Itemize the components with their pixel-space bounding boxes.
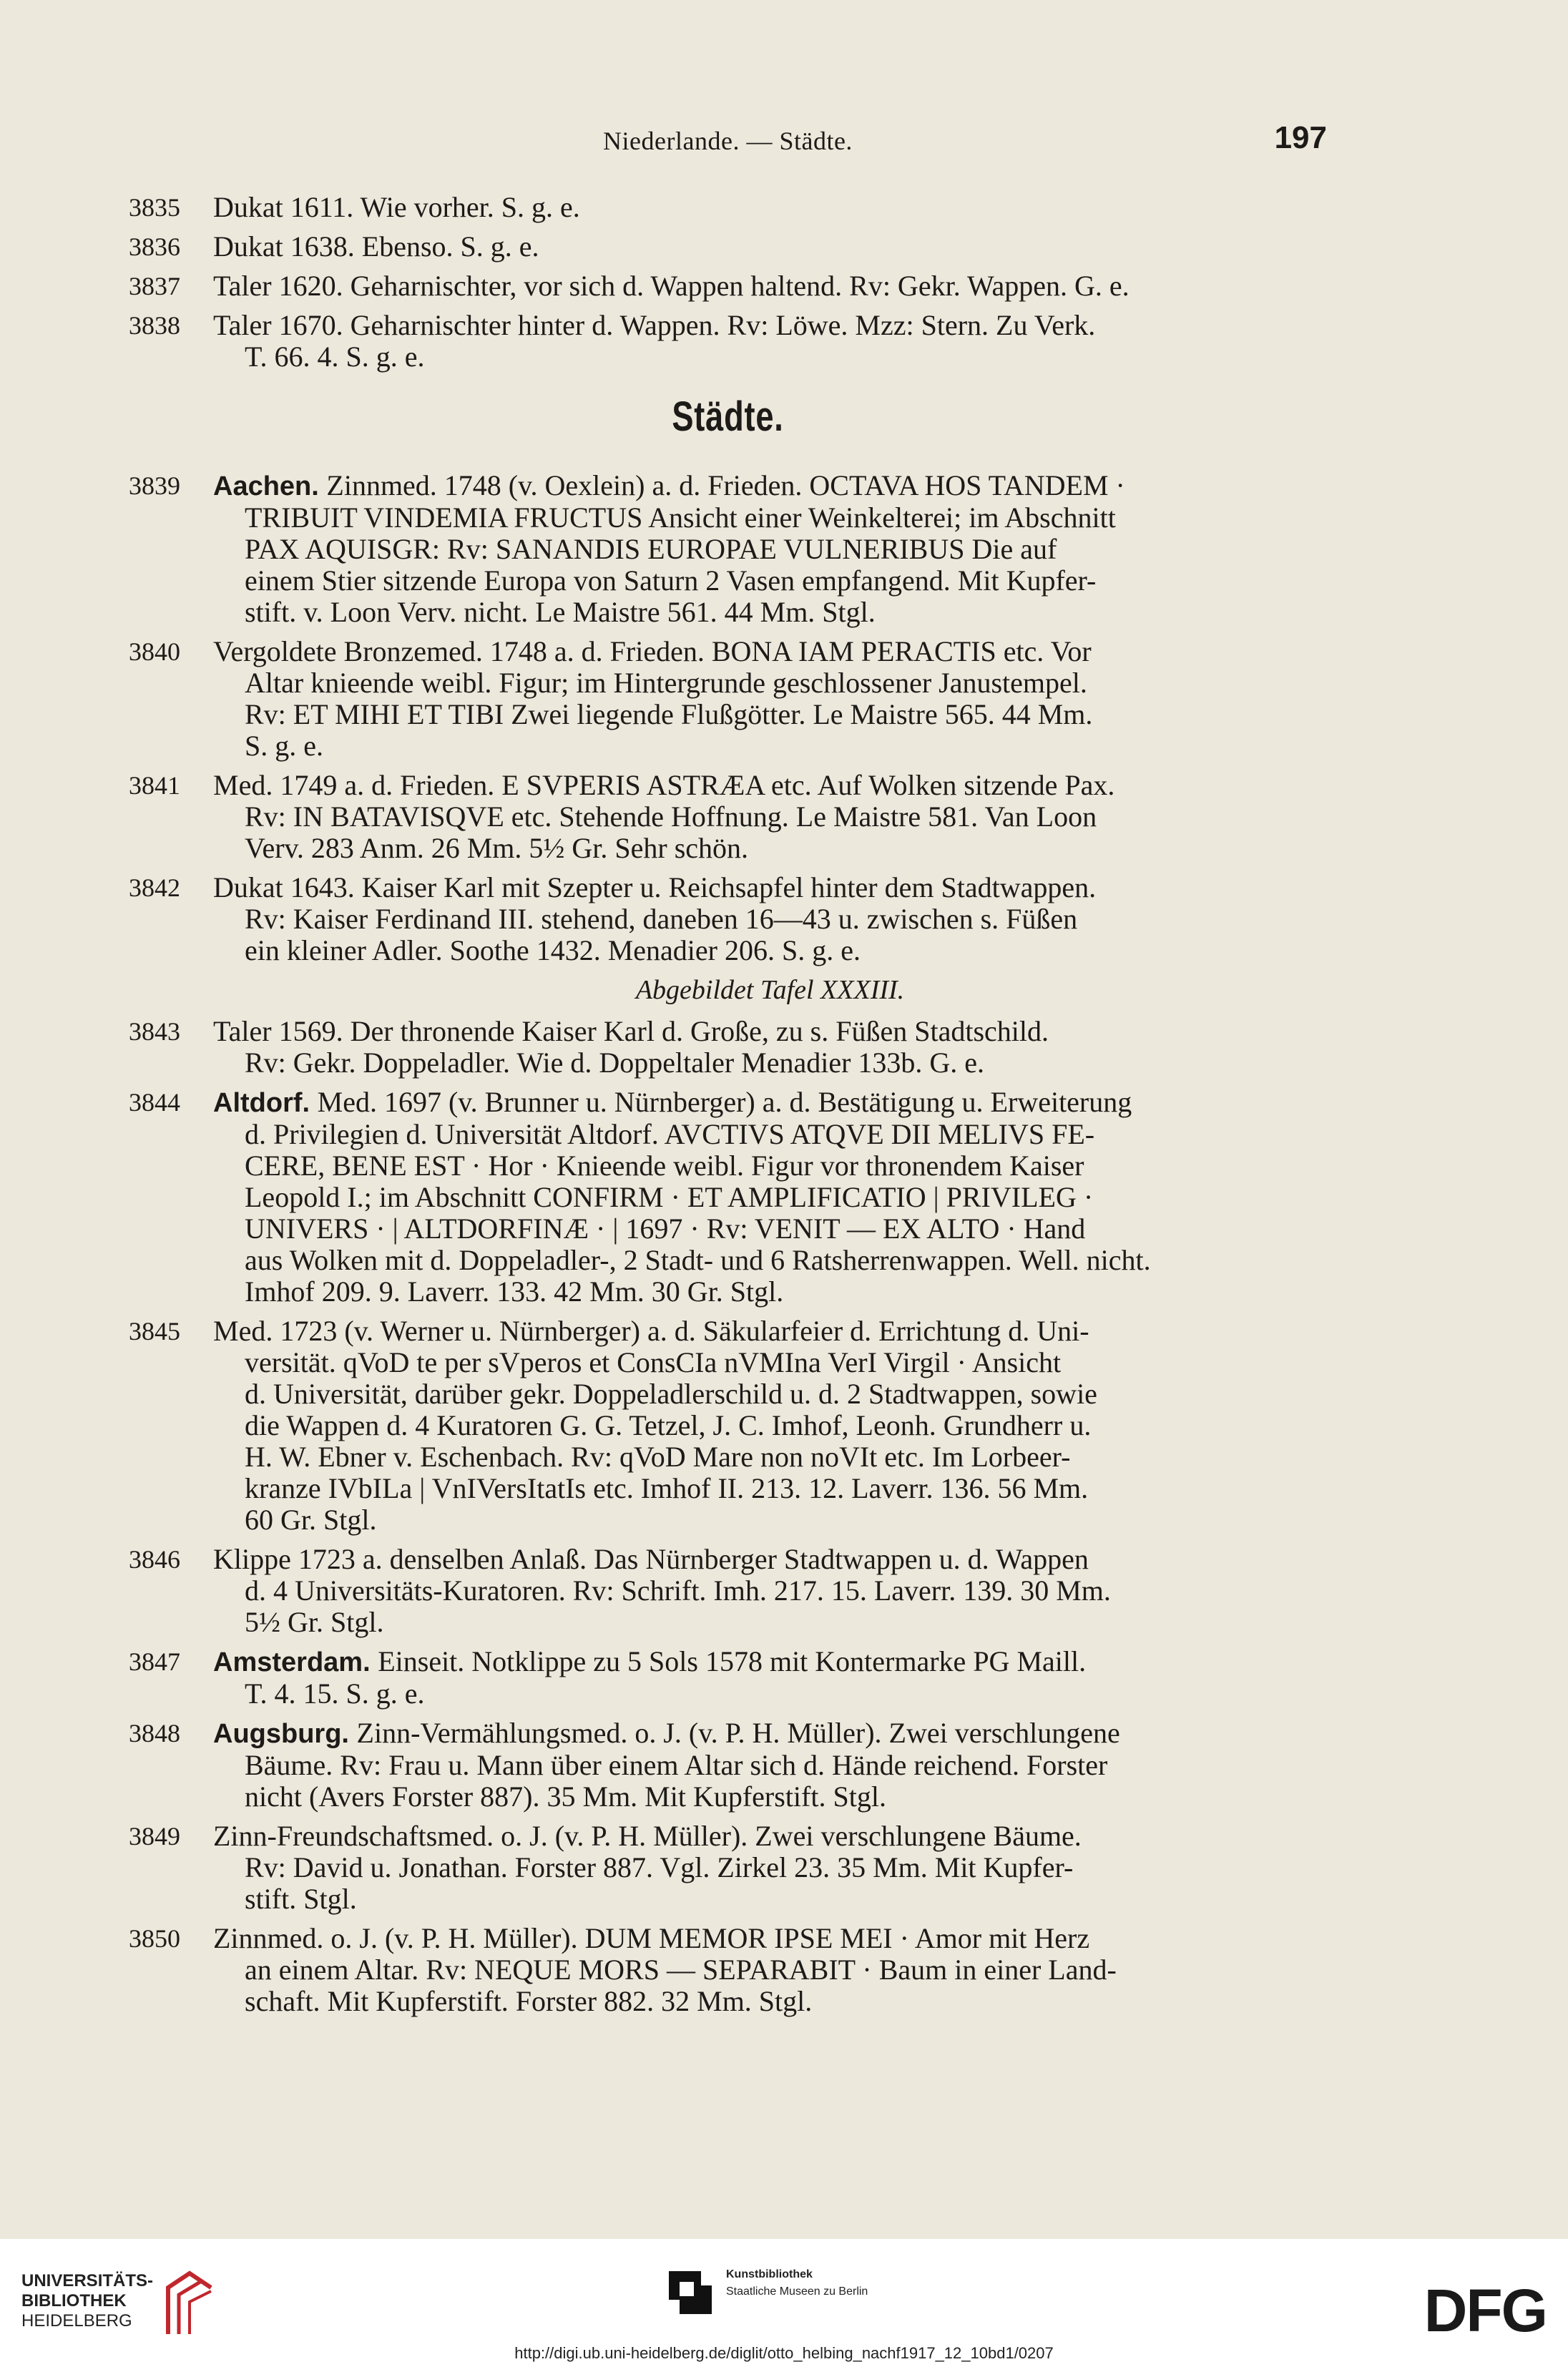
- entry-text: [213, 636, 1327, 762]
- lot-number: 3847: [129, 1647, 180, 1676]
- entry-line: T. 66. 4. S. g. e.: [245, 340, 425, 373]
- catalog-entry: [129, 1544, 1327, 1638]
- entry-line: Vergoldete Bronzemed. 1748 a. d. Frieden. BONA IAM PERACTIS etc. Vor: [213, 635, 1092, 667]
- entry-line: T. 4. 15. S. g. e.: [245, 1677, 425, 1710]
- catalog-entry: [129, 1087, 1327, 1308]
- plate-reference: Abgebildet Tafel XXXIII.: [635, 975, 905, 1005]
- catalog-entry: [129, 1820, 1327, 1915]
- catalog-body: [129, 192, 1327, 2025]
- lot-number: 3848: [129, 1719, 180, 1748]
- entry-line: 60 Gr. Stgl.: [245, 1504, 377, 1536]
- entry-line: Verv. 283 Anm. 26 Mm. 5½ Gr. Sehr schön.: [245, 832, 749, 864]
- entry-line: Rv: Gekr. Doppeladler. Wie d. Doppeltaler Menadier 133b. G. e.: [245, 1047, 985, 1079]
- entry-line: Taler 1569. Der thronende Kaiser Karl d. Große, zu s. Füßen Stadtschild.: [213, 1015, 1049, 1047]
- section-heading: Städte.: [672, 393, 784, 440]
- entry-text: [213, 192, 1327, 223]
- entry-text: [213, 1646, 1327, 1710]
- lot-number: 3841: [129, 771, 180, 800]
- catalog-entry: [129, 1717, 1327, 1813]
- entry-line: stift. Stgl.: [245, 1883, 357, 1915]
- catalog-entry: [129, 270, 1327, 302]
- entry-line: Altar knieende weibl. Figur; im Hintergrunde geschlossener Janustempel.: [245, 667, 1087, 699]
- catalog-entry: [129, 636, 1327, 762]
- entry-line: stift. v. Loon Verv. nicht. Le Maistre 561. 44 Mm. Stgl.: [245, 596, 876, 628]
- catalog-entry: [129, 872, 1327, 966]
- entry-line: Zinnmed. o. J. (v. P. H. Müller). DUM MEMOR IPSE MEI · Amor mit Herz: [213, 1922, 1090, 1954]
- entry-text: [213, 1544, 1327, 1638]
- city-name: Augsburg.: [213, 1719, 357, 1749]
- entry-text: [213, 310, 1327, 373]
- entry-line: Klippe 1723 a. denselben Anlaß. Das Nürnberger Stadtwappen u. d. Wappen: [213, 1543, 1089, 1575]
- city-name: Amsterdam.: [213, 1647, 378, 1677]
- catalog-entry: [129, 1016, 1327, 1079]
- entry-text: [213, 470, 1327, 628]
- entry-line: Dukat 1611. Wie vorher. S. g. e.: [213, 191, 580, 223]
- catalog-entry: [129, 770, 1327, 864]
- lot-number: 3845: [129, 1317, 180, 1346]
- page-header: [129, 120, 1327, 163]
- entry-line: Rv: Kaiser Ferdinand III. stehend, daneben 16—43 u. zwischen s. Füßen: [245, 903, 1078, 935]
- entries-niederlande: [129, 192, 1327, 373]
- lot-number: 3846: [129, 1545, 180, 1574]
- entry-line: d. Universität, darüber gekr. Doppeladlerschild u. d. 2 Stadtwappen, sowie: [245, 1378, 1097, 1410]
- kunstbibliothek-logo-icon[interactable]: [665, 2268, 715, 2318]
- entry-text: [213, 1087, 1327, 1308]
- page-number: 197: [1274, 120, 1327, 155]
- entry-line-text: Zinn-Vermählungsmed. o. J. (v. P. H. Müller). Zwei verschlungene: [356, 1717, 1120, 1749]
- entry-line: Rv: David u. Jonathan. Forster 887. Vgl. Zirkel 23. 35 Mm. Mit Kupfer-: [245, 1851, 1074, 1883]
- entry-line: Rv: ET MIHI ET TIBI Zwei liegende Flußgötter. Le Maistre 565. 44 Mm.: [245, 698, 1093, 730]
- entry-line: UNIVERS · | ALTDORFINÆ · | 1697 · Rv: VENIT — EX ALTO · Hand: [245, 1212, 1086, 1245]
- entry-line: Rv: IN BATAVISQVE etc. Stehende Hoffnung. Le Maistre 581. Van Loon: [245, 800, 1097, 833]
- catalog-entry: [129, 1646, 1327, 1710]
- entry-line: einem Stier sitzende Europa von Saturn 2 Vasen empfangend. Mit Kupfer-: [245, 564, 1097, 597]
- entry-line: TRIBUIT VINDEMIA FRUCTUS Ansicht einer Weinkelterei; im Abschnitt: [245, 501, 1116, 534]
- lot-number: 3840: [129, 637, 180, 666]
- entries-staedte: [129, 470, 1327, 2017]
- entry-line: an einem Altar. Rv: NEQUE MORS — SEPARABIT · Baum in einer Land-: [245, 1954, 1117, 1986]
- entry-line-text: Einseit. Notklippe zu 5 Sols 1578 mit Kontermarke PG Maill.: [378, 1645, 1087, 1677]
- lot-number: 3837: [129, 272, 180, 300]
- entry-line: ein kleiner Adler. Soothe 1432. Menadier 206. S. g. e.: [245, 934, 861, 966]
- catalog-entry: [129, 231, 1327, 263]
- ub-heidelberg-logo[interactable]: UNIVERSITÄTS- BIBLIOTHEK HEIDELBERG: [21, 2271, 154, 2331]
- permalink-url[interactable]: http://digi.ub.uni-heidelberg.de/diglit/otto_helbing_nachf1917_12_10bd1/0207: [514, 2344, 1054, 2362]
- ub-emblem-icon: [161, 2266, 218, 2338]
- catalog-entry: [129, 470, 1327, 628]
- entry-line-text: Zinnmed. 1748 (v. Oexlein) a. d. Frieden. OCTAVA HOS TANDEM ·: [326, 469, 1125, 501]
- entry-line: PAX AQUISGR: Rv: SANANDIS EUROPAE VULNERIBUS Die auf: [245, 533, 1057, 565]
- entry-text: [213, 1315, 1327, 1536]
- entry-line: d. Privilegien d. Universität Altdorf. AVCTIVS ATQVE DII MELIVS FE-: [245, 1118, 1095, 1150]
- lot-number: 3844: [129, 1088, 180, 1117]
- kunstbibliothek-label: Kunstbibliothek Staatliche Museen zu Berlin: [726, 2268, 868, 2298]
- entry-text: [213, 1717, 1327, 1813]
- entry-line: Taler 1670. Geharnischter hinter d. Wappen. Rv: Löwe. Mzz: Stern. Zu Verk.: [213, 309, 1096, 341]
- entry-line: versität. qVoD te per sVperos et ConsCIa nVMIna VerI Virgil · Ansicht: [245, 1346, 1062, 1378]
- lot-number: 3850: [129, 1924, 180, 1953]
- catalog-entry: [129, 1315, 1327, 1536]
- entry-text: [213, 1923, 1327, 2017]
- entry-line: Dukat 1638. Ebenso. S. g. e.: [213, 230, 539, 263]
- entry-text: [213, 872, 1327, 966]
- entry-text: [213, 1016, 1327, 1079]
- city-name: Aachen.: [213, 471, 327, 501]
- lot-number: 3835: [129, 193, 180, 222]
- entry-line: Taler 1620. Geharnischter, vor sich d. Wappen haltend. Rv: Gekr. Wappen. G. e.: [213, 270, 1130, 302]
- lot-number: 3849: [129, 1822, 180, 1851]
- entry-line: CERE, BENE EST · Hor · Knieende weibl. Figur vor thronendem Kaiser: [245, 1150, 1084, 1182]
- entry-line: [213, 1646, 1327, 1678]
- lot-number: 3843: [129, 1017, 180, 1046]
- entry-line: H. W. Ebner v. Eschenbach. Rv: qVoD Mare non noVIt etc. Im Lorbeer-: [245, 1441, 1071, 1473]
- entry-line: Bäume. Rv: Frau u. Mann über einem Altar sich d. Hände reichend. Forster: [245, 1749, 1108, 1781]
- entry-line: Med. 1749 a. d. Frieden. E SVPERIS ASTRÆA etc. Auf Wolken sitzende Pax.: [213, 769, 1115, 801]
- entry-line: kranze IVbILa | VnIVersItatIs etc. Imhof II. 213. 12. Laverr. 136. 56 Mm.: [245, 1472, 1089, 1504]
- entry-text: [213, 270, 1327, 302]
- entry-line: Dukat 1643. Kaiser Karl mit Szepter u. Reichsapfel hinter dem Stadtwappen.: [213, 871, 1097, 903]
- entry-line: Zinn-Freundschaftsmed. o. J. (v. P. H. Müller). Zwei verschlungene Bäume.: [213, 1820, 1082, 1852]
- dfg-logo[interactable]: DFG: [1424, 2277, 1547, 2344]
- entry-line: Med. 1723 (v. Werner u. Nürnberger) a. d. Säkularfeier d. Errichtung d. Uni-: [213, 1315, 1089, 1347]
- entry-line: [213, 1717, 1327, 1750]
- lot-number: 3838: [129, 311, 180, 340]
- viewer-footer: [0, 2239, 1568, 2367]
- catalog-entry: [129, 192, 1327, 223]
- entry-line: Imhof 209. 9. Laverr. 133. 42 Mm. 30 Gr. Stgl.: [245, 1275, 784, 1308]
- catalog-entry: [129, 1923, 1327, 2017]
- entry-line: S. g. e.: [245, 730, 323, 762]
- catalog-entry: [129, 310, 1327, 373]
- lot-number: 3836: [129, 232, 180, 261]
- entry-line: 5½ Gr. Stgl.: [245, 1606, 384, 1638]
- entry-line: die Wappen d. 4 Kuratoren G. G. Tetzel, J. C. Imhof, Leonh. Grundherr u.: [245, 1409, 1092, 1441]
- entry-line: nicht (Avers Forster 887). 35 Mm. Mit Kupferstift. Stgl.: [245, 1780, 886, 1813]
- city-name: Altdorf.: [213, 1088, 318, 1118]
- entry-text: [213, 770, 1327, 864]
- entry-line: d. 4 Universitäts-Kuratoren. Rv: Schrift. Imh. 217. 15. Laverr. 139. 30 Mm.: [245, 1574, 1111, 1607]
- running-title: Niederlande. — Städte.: [603, 127, 853, 155]
- entry-line: aus Wolken mit d. Doppeladler-, 2 Stadt- und 6 Ratsherrenwappen. Well. nicht.: [245, 1244, 1151, 1276]
- lot-number: 3842: [129, 873, 180, 902]
- lot-number: 3839: [129, 471, 180, 500]
- entry-line: [213, 1087, 1327, 1119]
- entry-line: Leopold I.; im Abschnitt CONFIRM · ET AMPLIFICATIO | PRIVILEG ·: [245, 1181, 1094, 1213]
- entry-line: schaft. Mit Kupferstift. Forster 882. 32 Mm. Stgl.: [245, 1985, 813, 2017]
- entry-line: [213, 470, 1327, 502]
- entry-text: [213, 1820, 1327, 1915]
- entry-text: [213, 231, 1327, 263]
- entry-line-text: Med. 1697 (v. Brunner u. Nürnberger) a. d. Bestätigung u. Erweiterung: [317, 1086, 1132, 1118]
